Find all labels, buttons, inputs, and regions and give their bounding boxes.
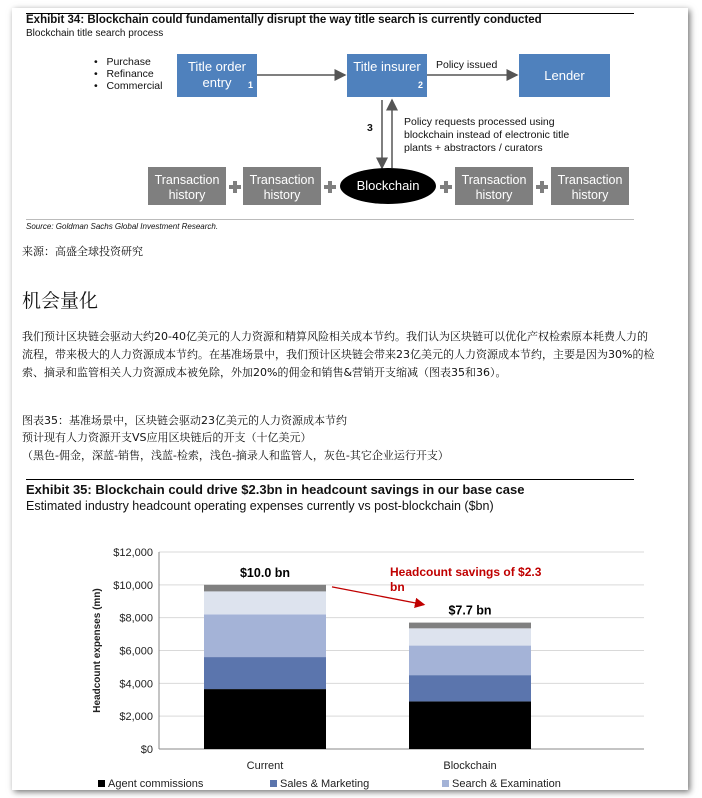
policy-issued-label: Policy issued <box>436 59 498 71</box>
plus-icon <box>324 181 336 193</box>
bar-segment <box>204 591 326 614</box>
legend-swatch <box>270 780 277 787</box>
total-label: $10.0 bn <box>239 565 291 580</box>
figure-caption-2: 预计现有人力资源开支VS应用区块链后的开支（十亿美元） <box>22 431 312 444</box>
exhibit35-rule <box>26 479 634 480</box>
legend-swatch <box>98 780 105 787</box>
title-insurer-box: Title insurer 2 <box>347 54 427 97</box>
x-tick-label: Current <box>246 760 284 772</box>
source-rule <box>26 219 634 220</box>
title-order-entry-box: Title order entry 1 <box>177 54 257 97</box>
y-tick-label: $8,000 <box>119 612 153 625</box>
y-tick-label: $10,000 <box>113 579 153 592</box>
x-tick-label: Blockchain <box>443 760 497 772</box>
bar-segment <box>204 689 326 749</box>
bar-segment <box>409 675 531 701</box>
legend-label: Agent commissions <box>108 778 204 790</box>
figure-caption-1: 图表35：基准场景中，区块链会驱动23亿美元的人力资源成本节约 <box>22 414 347 427</box>
lender-box: Lender <box>519 54 610 97</box>
plus-icon <box>536 181 548 193</box>
exhibit34-subtitle: Blockchain title search process <box>26 28 164 39</box>
y-tick-label: $12,000 <box>113 547 153 559</box>
chart-title: Exhibit 35: Blockchain could drive $2.3bn in headcount savings in our base case <box>26 482 525 497</box>
y-tick-label: $4,000 <box>119 678 153 691</box>
plus-icon <box>440 181 452 193</box>
transaction-history-box: Transaction history <box>148 167 226 205</box>
source-cn: 来源：高盛全球投资研究 <box>22 245 143 258</box>
figure-caption-3: （黑色-佣金，深蓝-销售，浅蓝-检索，浅色-摘录人和监管人，灰色-其它企业运行开支） <box>22 449 449 462</box>
step-3-label: 3 <box>367 122 373 134</box>
bar-segment <box>204 657 326 689</box>
annotation-text-line2: bn <box>390 580 405 594</box>
transaction-history-box: Transaction history <box>243 167 321 205</box>
bar-segment <box>409 701 531 749</box>
y-tick-label: $6,000 <box>119 645 153 658</box>
blockchain-label: Blockchain <box>356 178 420 193</box>
chart-subtitle: Estimated industry headcount operating expenses currently vs post-blockchain ($bn) <box>26 499 494 513</box>
annotation-text-line1: Headcount savings of $2.3 <box>390 565 542 579</box>
bar-segment <box>409 646 531 676</box>
exhibit34-source: Source: Goldman Sachs Global Investment Research. <box>26 222 219 231</box>
y-tick-label: $2,000 <box>119 711 153 724</box>
bar-segment <box>204 614 326 657</box>
y-tick-label: $0 <box>140 744 153 756</box>
body-paragraph: 我们预计区块链会驱动大约20-40亿美元的人力资源和精算风险相关成本节约。我们认为区块链可以优化产权检索原本耗费人力的流程，带来极大的人力资源成本节约。在基准场景中，我们预计区块链会带来23亿美元的人力资源成本节约，主要是因为30%的检索、摘录和监管相关人力资源成本被免除，外加20%的佣金和销售&营销开支缩减（图表35和36）。 <box>22 330 655 379</box>
report-page <box>12 8 688 790</box>
savings-arrow <box>332 587 424 605</box>
total-label: $7.7 bn <box>448 603 492 618</box>
exhibit34-title: Exhibit 34: Blockchain could fundamentally disrupt the way title search is currently conducted <box>26 14 542 26</box>
bullet-item: • Refinance <box>94 68 154 80</box>
transaction-history-box: Transaction history <box>551 167 629 205</box>
plus-icon <box>229 181 241 193</box>
section-heading: 机会量化 <box>22 290 99 312</box>
transaction-history-box: Transaction history <box>455 167 533 205</box>
bullet-item: • Commercial <box>94 80 163 92</box>
legend-label: Sales & Marketing <box>280 778 370 790</box>
stacked-bar-chart <box>12 528 688 790</box>
legend-label: Search & Examination <box>452 778 561 790</box>
bullet-item: • Purchase <box>94 56 151 68</box>
bar-segment <box>409 623 531 629</box>
policy-note: Policy requests processed using blockchain instead of electronic title plants + abstractors / curators <box>404 116 570 154</box>
y-axis-label: Headcount expenses (mn) <box>92 588 103 713</box>
legend-swatch <box>442 780 449 787</box>
bar-segment <box>204 585 326 592</box>
bar-segment <box>409 628 531 645</box>
